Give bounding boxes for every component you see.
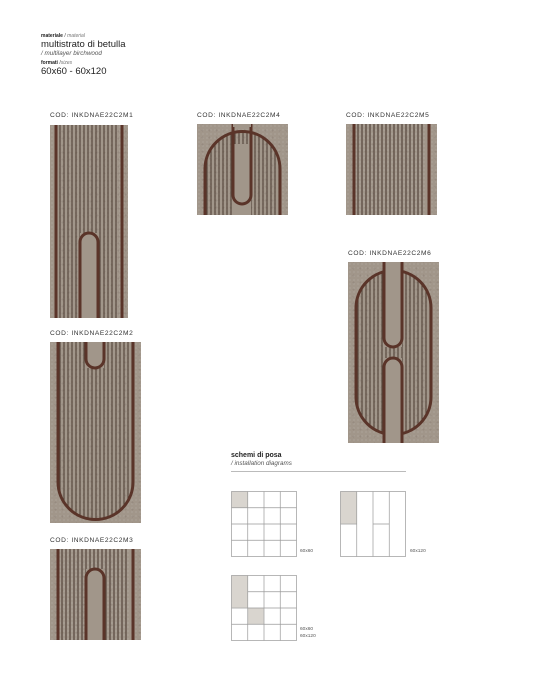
tile-m3-pattern (50, 549, 141, 640)
tile-m6-pattern (348, 262, 439, 443)
tile-m4[interactable] (197, 124, 288, 215)
tile-m5-pattern (346, 124, 437, 215)
tile-m2-pattern (50, 342, 141, 523)
formats-label: formati /sizes (41, 60, 73, 66)
tile-m3[interactable] (50, 549, 141, 640)
installation-title: schemi di posa (231, 452, 282, 459)
material-label: materiale / material (41, 33, 85, 39)
tile-m1-pattern (50, 125, 128, 318)
diagram-mixed (231, 575, 297, 641)
installation-diagrams-section (231, 451, 406, 472)
diagram-60x60-label: 60x60 (300, 549, 314, 554)
diagram-60x120 (340, 491, 406, 557)
diagram-mixed-label-a: 60x60 (300, 627, 314, 632)
diagram-mixed-label-b: 60x120 (300, 634, 316, 639)
tile-code-m2: COD: INKDNAE22C2M2 (50, 330, 134, 337)
tile-m1[interactable] (50, 125, 128, 318)
tile-m6[interactable] (348, 262, 439, 443)
installation-subtitle: / installation diagrams (231, 460, 292, 467)
tile-code-m5: COD: INKDNAE22C2M5 (346, 112, 430, 119)
diagram-60x120-label: 60x120 (410, 549, 426, 554)
tile-m4-pattern (197, 124, 288, 215)
tile-code-m6: COD: INKDNAE22C2M6 (348, 250, 432, 257)
tile-m5[interactable] (346, 124, 437, 215)
header (41, 33, 125, 77)
tile-code-m4: COD: INKDNAE22C2M4 (197, 112, 281, 119)
tile-code-m3: COD: INKDNAE22C2M3 (50, 537, 134, 544)
tile-m2[interactable] (50, 342, 141, 523)
installation-divider (231, 471, 406, 472)
material-value-en: / multilayer birchwood (41, 50, 102, 57)
formats-value: 60x60 - 60x120 (41, 66, 107, 77)
tile-code-m1: COD: INKDNAE22C2M1 (50, 112, 134, 119)
diagram-60x60 (231, 491, 297, 557)
material-value: multistrato di betulla (41, 39, 126, 50)
